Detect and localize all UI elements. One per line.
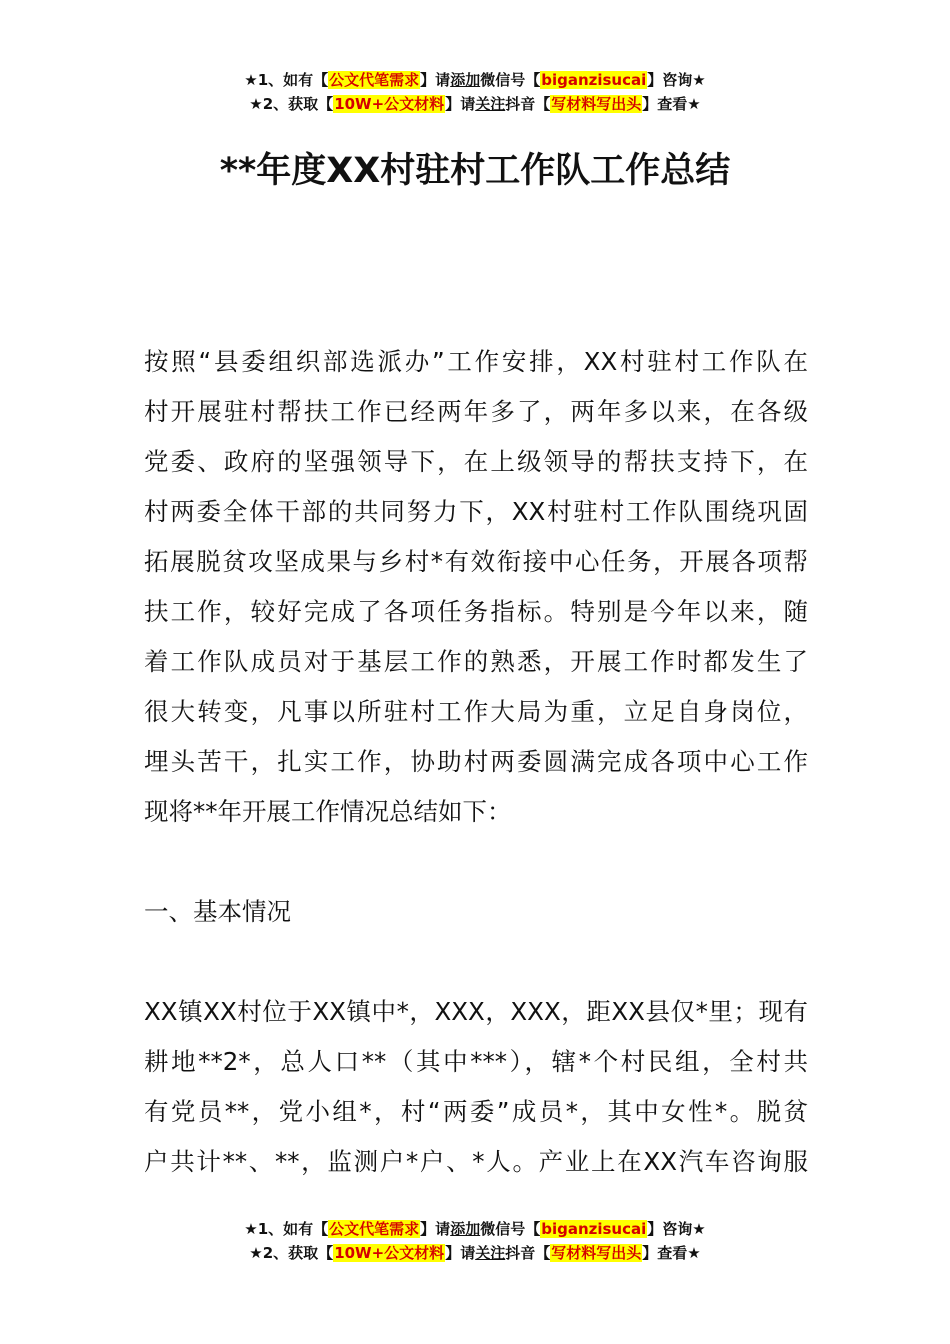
paragraph-line: 很大转变，凡事以所驻村工作大局为重，立足自身岗位， xyxy=(144,697,808,726)
paragraph-line: 扶工作，较好完成了各项任务指标。特别是今年以来，随 xyxy=(144,597,808,626)
banner-highlight-douyin: 写材料写出头 xyxy=(551,95,642,113)
banner-underlined-text: 关注 xyxy=(475,1244,506,1262)
banner-underlined-text: 添加 xyxy=(450,1220,481,1238)
banner-underlined-text: 关注 xyxy=(475,95,506,113)
banner-text: 】查看★ xyxy=(642,95,701,113)
document-title: **年度XX村驻村工作队工作总结 xyxy=(219,151,731,191)
banner-text: 】咨询★ xyxy=(647,71,706,89)
bottom-banner xyxy=(0,1217,950,1265)
banner-text: 】请 xyxy=(420,1220,451,1238)
banner-underlined-text: 添加 xyxy=(450,71,481,89)
paragraph-line: 埋头苦干，扎实工作，协助村两委圆满完成各项中心工作 xyxy=(144,747,808,776)
banner-text: 】查看★ xyxy=(642,1244,701,1262)
paragraph-line: 村开展驻村帮扶工作已经两年多了，两年多以来，在各级 xyxy=(144,397,808,426)
banner-text: ★1、如有【 xyxy=(244,71,329,89)
banner-text: 微信号【 xyxy=(480,1220,541,1238)
paragraph-line: 拓展脱贫攻坚成果与乡村*有效衔接中心任务，开展各项帮 xyxy=(144,547,808,576)
banner-text: 】请 xyxy=(445,95,476,113)
banner-highlight-wechat: biganzisucai xyxy=(541,1220,647,1238)
banner-highlight: 10W+公文材料 xyxy=(334,1244,445,1262)
banner-highlight-douyin: 写材料写出头 xyxy=(551,1244,642,1262)
paragraph-line: XX镇XX村位于XX镇中*，XXX，XXX，距XX县仅*里；现有 xyxy=(144,997,808,1026)
banner-text: 】请 xyxy=(420,71,451,89)
banner-text: 抖音【 xyxy=(505,1244,551,1262)
paragraph-intro xyxy=(144,337,808,837)
banner-highlight: 公文代笔需求 xyxy=(329,1220,420,1238)
section-heading: 一、基本情况 xyxy=(144,897,291,926)
banner-line-2 xyxy=(0,92,950,116)
paragraph-basic-info xyxy=(144,987,808,1187)
banner-highlight: 10W+公文材料 xyxy=(334,95,445,113)
top-banner xyxy=(0,68,950,116)
paragraph-line: 户共计**、**，监测户*户、*人。产业上在XX汽车咨询服 xyxy=(144,1147,808,1176)
paragraph-line: 现将**年开展工作情况总结如下： xyxy=(144,797,512,826)
banner-text: 抖音【 xyxy=(505,95,551,113)
banner-highlight: 公文代笔需求 xyxy=(329,71,420,89)
banner-text: 微信号【 xyxy=(480,71,541,89)
banner-line-1 xyxy=(0,68,950,92)
paragraph-line: 党委、政府的坚强领导下，在上级领导的帮扶支持下，在 xyxy=(144,447,808,476)
paragraph-line: 村两委全体干部的共同努力下，XX村驻村工作队围绕巩固 xyxy=(144,497,808,526)
banner-line-1 xyxy=(0,1217,950,1241)
banner-line-2 xyxy=(0,1241,950,1265)
paragraph-line: 按照“县委组织部选派办”工作安排，XX村驻村工作队在 xyxy=(144,347,808,376)
paragraph-line: 着工作队成员对于基层工作的熟悉，开展工作时都发生了 xyxy=(144,647,808,676)
banner-highlight-wechat: biganzisucai xyxy=(541,71,647,89)
banner-text: 】请 xyxy=(445,1244,476,1262)
banner-text: 】咨询★ xyxy=(647,1220,706,1238)
paragraph-line: 耕地**2*，总人口**（其中***），辖*个村民组，全村共 xyxy=(144,1047,808,1076)
paragraph-line: 有党员**，党小组*，村“两委”成员*，其中女性*。脱贫 xyxy=(144,1097,808,1126)
banner-text: ★2、获取【 xyxy=(249,1244,334,1262)
banner-text: ★2、获取【 xyxy=(249,95,334,113)
banner-text: ★1、如有【 xyxy=(244,1220,329,1238)
